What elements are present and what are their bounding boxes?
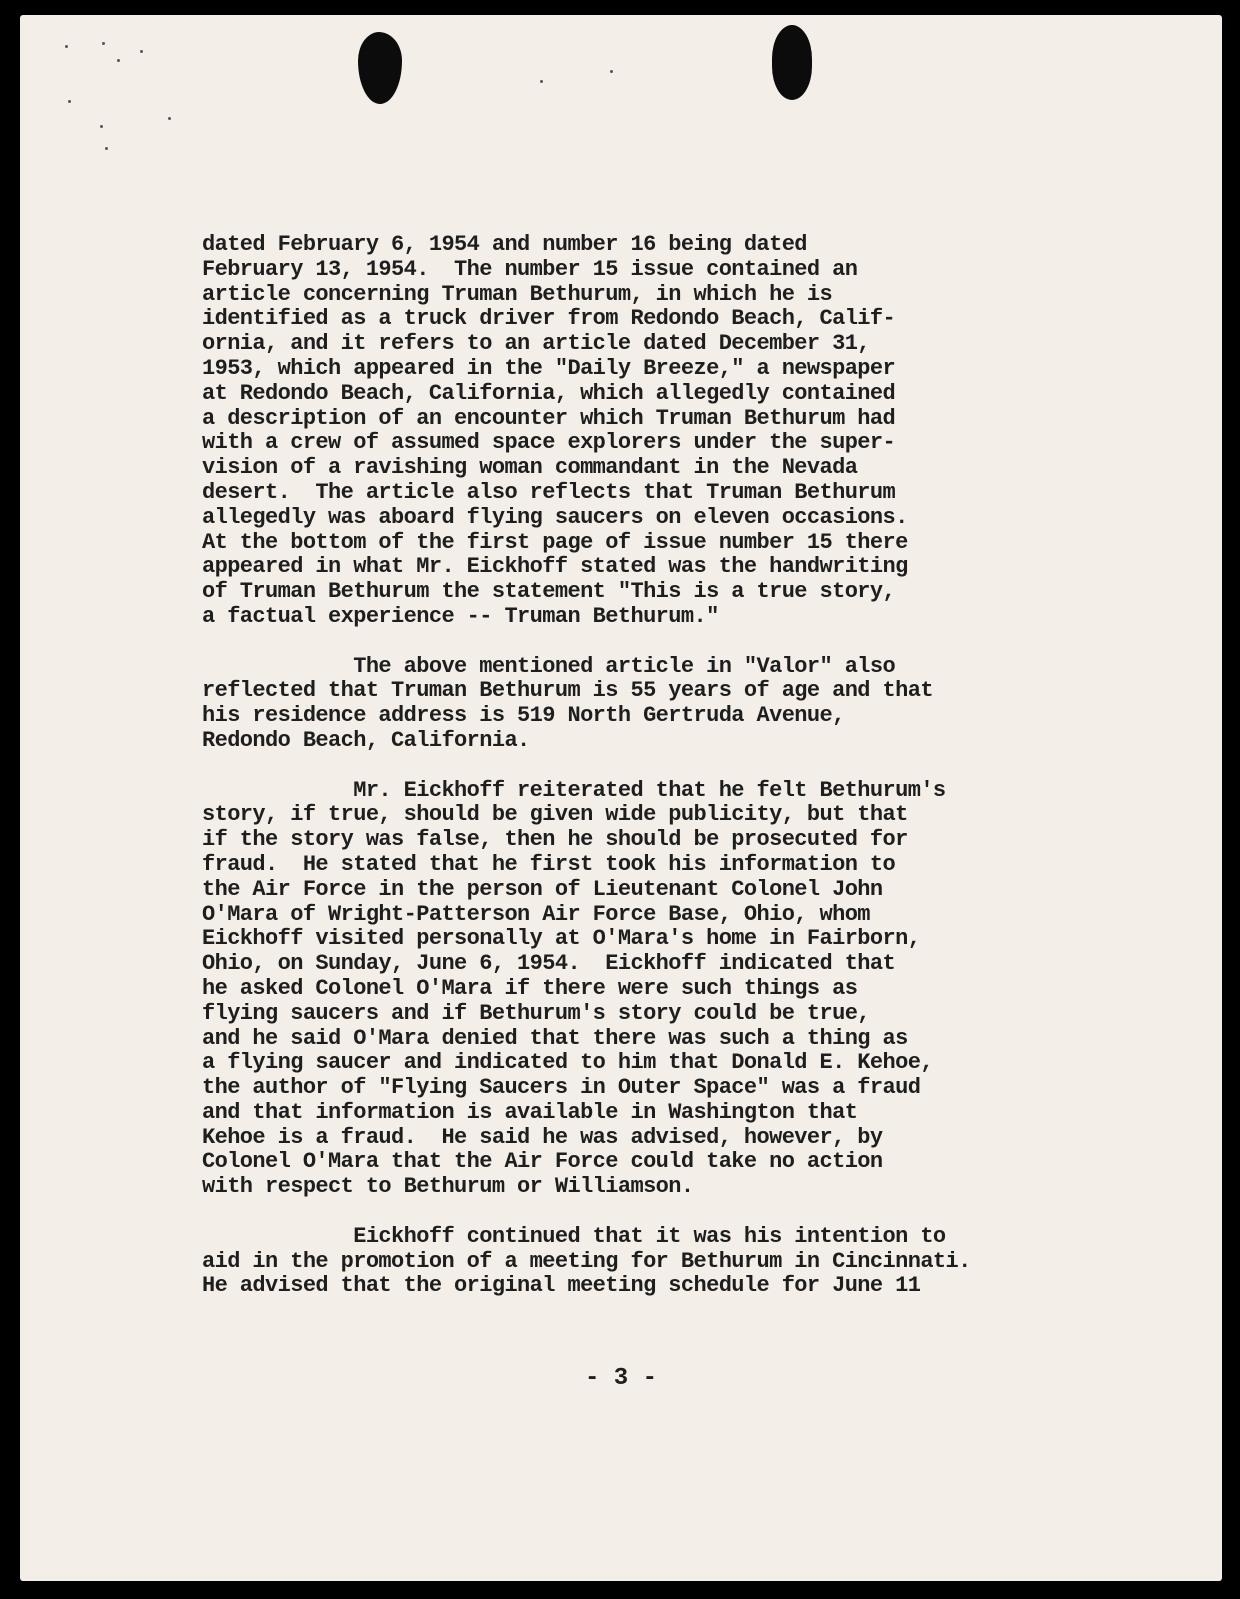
punch-hole-left — [358, 32, 402, 104]
text-line: a description of an encounter which Truman Bethurum had — [202, 405, 896, 431]
text-line: the Air Force in the person of Lieutenant Colonel John — [202, 876, 883, 902]
document-body — [202, 233, 1162, 1299]
text-line: article concerning Truman Bethurum, in which he is — [202, 281, 833, 307]
text-line: O'Mara of Wright-Patterson Air Force Base, Ohio, whom — [202, 901, 870, 927]
paragraph-2 — [202, 655, 1162, 754]
paragraph-3 — [202, 779, 1162, 1201]
paper-speck — [168, 117, 171, 120]
paper-speck — [117, 59, 120, 62]
text-line: and that information is available in Washington that — [202, 1099, 858, 1125]
text-line: February 13, 1954. The number 15 issue contained an — [202, 256, 858, 282]
text-line: Colonel O'Mara that the Air Force could take no action — [202, 1149, 883, 1175]
paper-speck — [610, 70, 613, 73]
text-line: a factual experience -- Truman Bethurum." — [202, 603, 719, 629]
text-line: appeared in what Mr. Eickhoff stated was the handwriting — [202, 554, 908, 580]
paper-speck — [100, 125, 103, 128]
paper-speck — [68, 100, 71, 103]
text-line: allegedly was aboard flying saucers on eleven occasions. — [202, 504, 908, 530]
paper-speck — [105, 147, 108, 150]
text-line: if the story was false, then he should be prosecuted for — [202, 827, 908, 853]
text-line: and he said O'Mara denied that there was such a thing as — [202, 1025, 908, 1051]
text-line: Mr. Eickhoff reiterated that he felt Bethurum's — [202, 777, 946, 803]
text-line: a flying saucer and indicated to him that Donald E. Kehoe, — [202, 1050, 933, 1076]
text-line: Redondo Beach, California. — [202, 727, 530, 753]
page-number: - 3 - — [584, 1365, 657, 1392]
text-line: story, if true, should be given wide publicity, but that — [202, 802, 908, 828]
text-line: the author of "Flying Saucers in Outer Space" was a fraud — [202, 1075, 921, 1101]
text-line: aid in the promotion of a meeting for Bethurum in Cincinnati. — [202, 1248, 971, 1274]
text-line: he asked Colonel O'Mara if there were such things as — [202, 975, 858, 1001]
text-line: He advised that the original meeting schedule for June 11 — [202, 1273, 921, 1299]
paragraph-1 — [202, 233, 1162, 630]
text-line: identified as a truck driver from Redondo Beach, Calif- — [202, 306, 896, 332]
text-line: Kehoe is a fraud. He said he was advised, however, by — [202, 1124, 883, 1150]
text-line: desert. The article also reflects that Truman Bethurum — [202, 479, 896, 505]
text-line: At the bottom of the first page of issue number 15 there — [202, 529, 908, 555]
punch-hole-right — [772, 25, 812, 100]
paper-speck — [540, 80, 543, 83]
document-page — [20, 15, 1222, 1581]
text-line: ornia, and it refers to an article dated December 31, — [202, 331, 870, 357]
text-line: Ohio, on Sunday, June 6, 1954. Eickhoff indicated that — [202, 951, 896, 977]
paper-speck — [65, 45, 68, 48]
text-line: Eickhoff visited personally at O'Mara's home in Fairborn, — [202, 926, 921, 952]
text-line: his residence address is 519 North Gertruda Avenue, — [202, 703, 845, 729]
text-line: The above mentioned article in "Valor" also — [202, 653, 896, 679]
text-line: with a crew of assumed space explorers under the super- — [202, 430, 896, 456]
text-line: flying saucers and if Bethurum's story could be true, — [202, 1000, 870, 1026]
text-line: Eickhoff continued that it was his intention to — [202, 1223, 946, 1249]
text-line: vision of a ravishing woman commandant in the Nevada — [202, 455, 858, 481]
paragraph-4 — [202, 1225, 1162, 1299]
text-line: with respect to Bethurum or Williamson. — [202, 1174, 694, 1200]
paper-speck — [102, 42, 105, 45]
paper-speck — [140, 50, 143, 53]
text-line: 1953, which appeared in the "Daily Breeze," a newspaper — [202, 355, 896, 381]
text-line: fraud. He stated that he first took his information to — [202, 851, 896, 877]
text-line: reflected that Truman Bethurum is 55 years of age and that — [202, 678, 933, 704]
text-line: at Redondo Beach, California, which allegedly contained — [202, 380, 896, 406]
text-line: of Truman Bethurum the statement "This is a true story, — [202, 579, 896, 605]
text-line: dated February 6, 1954 and number 16 being dated — [202, 232, 807, 257]
